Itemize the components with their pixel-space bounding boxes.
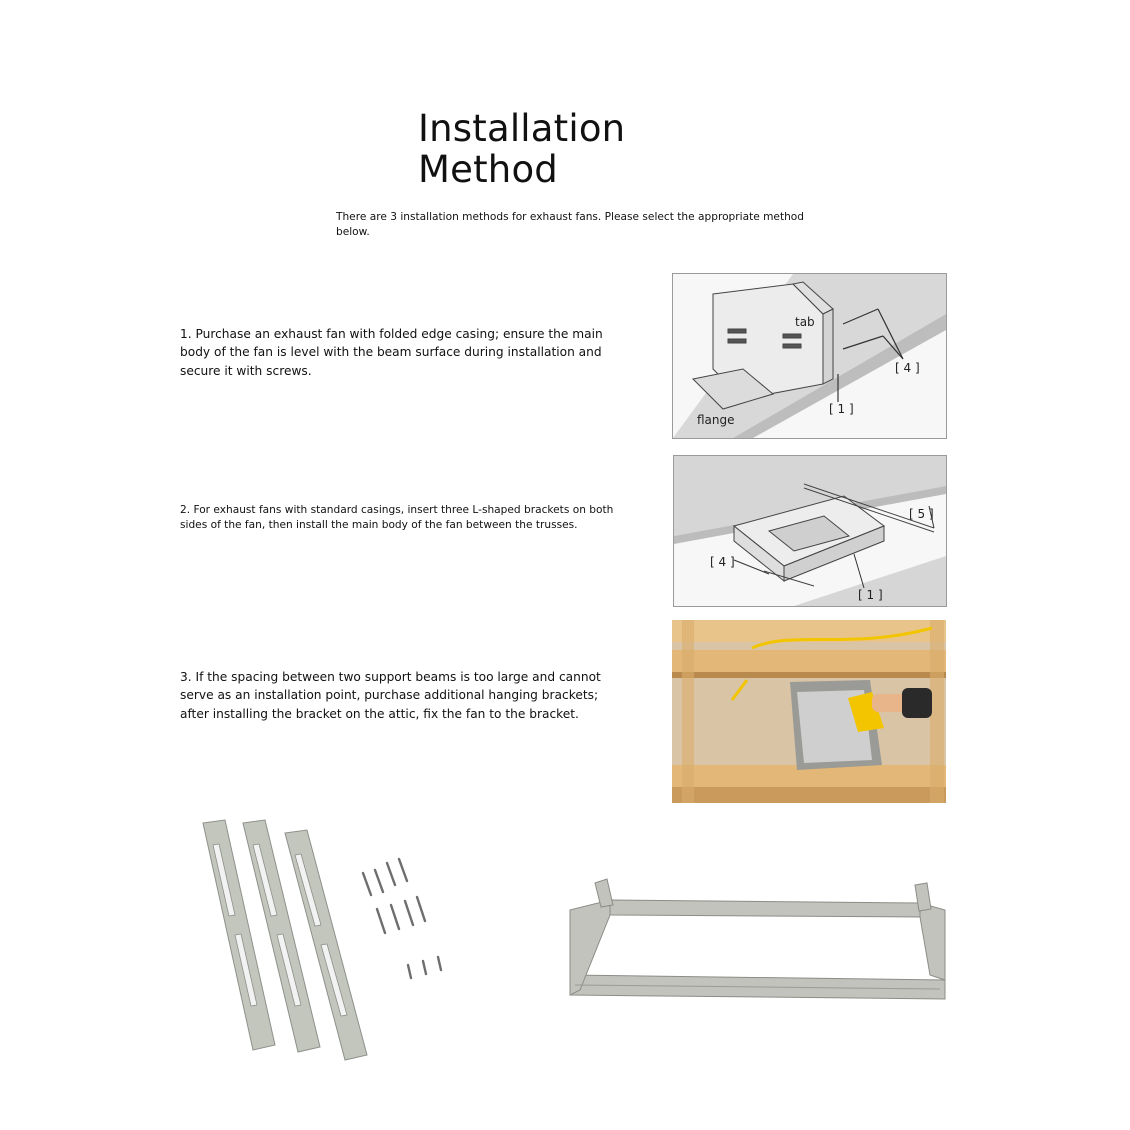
title-line-1: Installation [418, 107, 626, 150]
title-line-2: Method [418, 148, 558, 191]
label-tab: tab [795, 315, 815, 329]
step-2-text: 2. For exhaust fans with standard casings, insert three L-shaped brackets on both sides of the fan, then install the main body of the fan between the trusses. [180, 504, 614, 532]
page-title [418, 108, 625, 190]
label-flange: flange [697, 413, 735, 427]
diagram-folded-casing [672, 273, 947, 439]
label-ref-5: [ 5 ] [909, 507, 934, 521]
photo-bracket-frame [555, 875, 950, 1005]
photo-hanging-brackets [195, 815, 460, 1065]
diagram-standard-casing [673, 455, 947, 607]
intro-text: There are 3 installation methods for exhaust fans. Please select the appropriate method below. [336, 211, 805, 238]
photo-bracket-installation [672, 620, 946, 803]
label-ref-1: [ 1 ] [858, 588, 883, 602]
label-ref-4: [ 4 ] [895, 361, 920, 375]
label-ref-1: [ 1 ] [829, 402, 854, 416]
step-3-text: 3. If the spacing between two support beams is too large and cannot serve as an installation point, purchase additional hanging brackets; after installing the bracket on the attic, fix the fan to the bracket. [180, 670, 601, 721]
label-ref-4: [ 4 ] [710, 555, 735, 569]
step-1-text: 1. Purchase an exhaust fan with folded edge casing; ensure the main body of the fan is level with the beam surface during installation and secure it with screws. [180, 327, 603, 378]
